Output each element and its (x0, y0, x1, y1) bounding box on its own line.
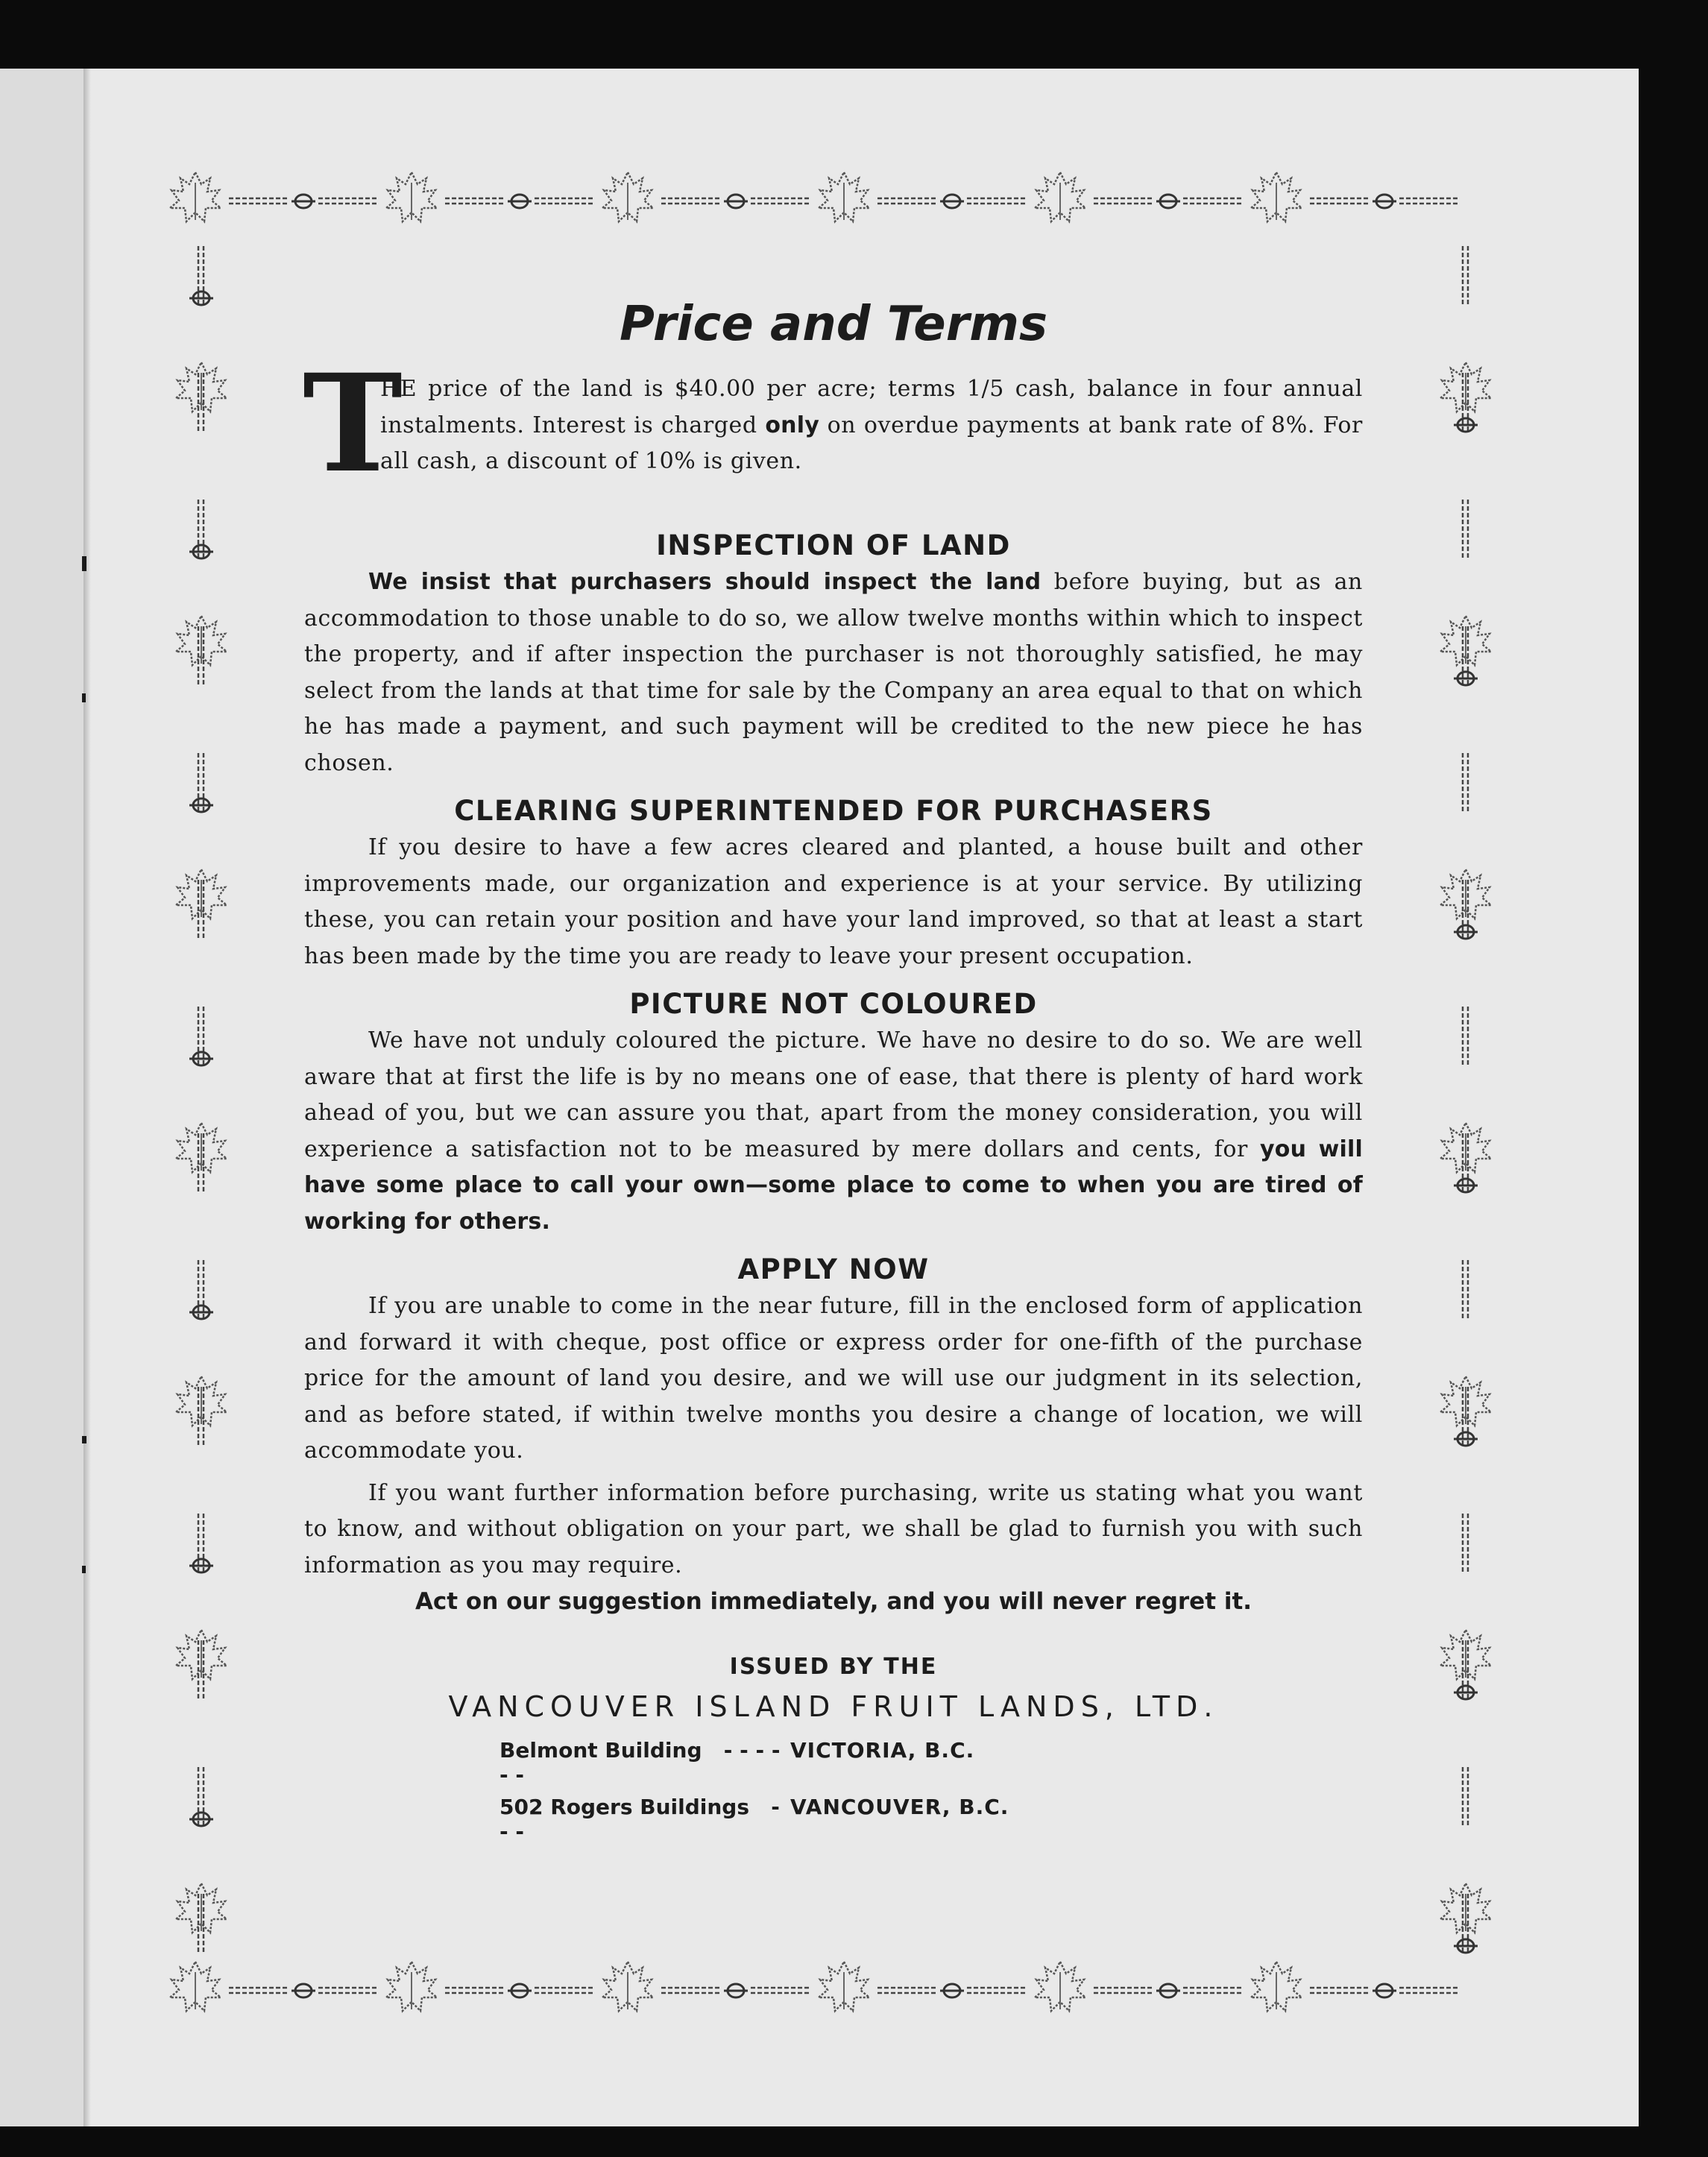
border-dash (318, 1988, 378, 1993)
border-dash (1094, 198, 1153, 204)
border-dash (877, 198, 937, 204)
border-dash (198, 753, 204, 813)
border-dash (751, 1988, 810, 1993)
border-dash (1463, 753, 1468, 813)
page-title: Price and Terms (619, 297, 1048, 352)
border-leaf (1251, 172, 1302, 221)
border-diamond (189, 1559, 213, 1572)
border-dash (751, 198, 810, 204)
border-diamond (292, 1984, 315, 1997)
border-diamond (508, 195, 532, 208)
border-dash (1463, 1260, 1468, 1320)
page-content (304, 297, 1363, 1844)
drop-cap: T (303, 345, 403, 503)
border-diamond (1156, 195, 1180, 208)
heading-picture: PICTURE NOT COLOURED (629, 988, 1038, 1020)
closing-line: Act on our suggestion immediately, and you will never regret it. (415, 1588, 1252, 1615)
border-leaf (819, 1962, 869, 2011)
border-diamond (292, 195, 315, 208)
address-building: 502 Rogers Buildings - - - (500, 1795, 780, 1844)
paragraph-inspection (304, 564, 1363, 781)
border-leaf (386, 1962, 437, 2011)
border-dash (198, 1514, 204, 1573)
border-dash (198, 1767, 204, 1827)
border-diamond (1454, 1179, 1478, 1192)
heading-apply: APPLY NOW (737, 1253, 930, 1285)
border-dash (661, 1988, 721, 1993)
border-dash (1463, 1767, 1468, 1827)
border-diamond (724, 1984, 748, 1997)
border-diamond (1454, 672, 1478, 685)
border-dash (535, 1988, 594, 1993)
intro-text-2: on overdue payments at bank rate of 8%. For all cash, a discount of 10% is given. (380, 412, 1363, 474)
address-building: Belmont Building - - - - - - (500, 1738, 781, 1787)
border-diamond (189, 292, 213, 305)
border-leaf (176, 1630, 227, 1679)
border-dash (1399, 1988, 1459, 1993)
border-diamond (1454, 418, 1478, 432)
border-dash (535, 198, 594, 204)
border-dash (661, 198, 721, 204)
border-leaf (176, 869, 227, 919)
border-dash (198, 246, 204, 306)
border-dash (198, 500, 204, 559)
company-name: VANCOUVER ISLAND FRUIT LANDS, LTD. (448, 1690, 1219, 1723)
border-dash (1463, 1514, 1468, 1573)
address-victoria (304, 1738, 1363, 1787)
border-leaf (1440, 1883, 1491, 1933)
border-dash (1310, 1988, 1370, 1993)
border-leaf (602, 1962, 653, 2011)
paragraph-clearing: If you desire to have a few acres cleared and planted, a house built and other improvements made, our organization and experience is at your service. By utilizing these, you can retain your position and have your land improved, so that at least a start has been made by the time you are ready to leave your present occupation. (304, 834, 1363, 969)
border-diamond (1373, 195, 1396, 208)
facing-page-edge (0, 69, 83, 2126)
page-fold-shadow (83, 69, 91, 2126)
border-leaf (1440, 1123, 1491, 1172)
inspection-bold-lead: We insist that purchasers should inspect the land (368, 569, 1041, 595)
border-leaf (170, 172, 221, 221)
border-leaf (176, 1376, 227, 1426)
border-dash (1310, 198, 1370, 204)
border-diamond (189, 1052, 213, 1065)
border-dash (318, 198, 378, 204)
address-vancouver (304, 1795, 1363, 1844)
intro-paragraph (303, 345, 1363, 516)
paragraph-apply: If you are unable to come in the near future, fill in the enclosed form of application and forward it with cheque, post office or express order for one-fifth of the purchase price for the amount of land you desire, and we will use our judgment in its selection, and as before stated, if within twelve months you desire a change of location, we will accommodate you. (304, 1293, 1363, 1464)
border-diamond (1373, 1984, 1396, 1997)
border-dash (445, 1988, 505, 1993)
border-dash (967, 198, 1027, 204)
border-leaf (176, 616, 227, 665)
border-leaf (1440, 1630, 1491, 1679)
border-leaf (819, 172, 869, 221)
border-diamond (1156, 1984, 1180, 1997)
border-leaf (1251, 1962, 1302, 2011)
border-dash (877, 1988, 937, 1993)
border-diamond (189, 799, 213, 812)
border-diamond (724, 195, 748, 208)
border-leaf (176, 1123, 227, 1172)
border-leaf (602, 172, 653, 221)
border-dash (1463, 500, 1468, 559)
border-leaf (1440, 362, 1491, 412)
border-leaf (170, 1962, 221, 2011)
border-leaf (1440, 869, 1491, 919)
border-dash (1094, 1988, 1153, 1993)
issued-by: ISSUED BY THE (729, 1654, 938, 1680)
border-dash (1463, 246, 1468, 306)
border-diamond (189, 545, 213, 558)
border-leaf (1035, 1962, 1085, 2011)
address-city: VICTORIA, B.C. (790, 1738, 975, 1763)
border-dash (198, 1260, 204, 1320)
border-dash (229, 1988, 289, 1993)
border-dash (1183, 198, 1243, 204)
border-leaf (176, 1883, 227, 1933)
picture-text: We have not unduly coloured the picture. We have no desire to do so. We are well aware that at first the life is by no means one of ease, that there is plenty of hard work ahead of you, but we can assure you that, apart from the money consideration, you will experience a satisfaction not to be measured by mere dollars and cents, for (304, 1027, 1363, 1162)
border-leaf (1440, 1376, 1491, 1426)
border-diamond (508, 1984, 532, 1997)
border-diamond (189, 1813, 213, 1826)
border-dash (198, 1007, 204, 1066)
picture-bold-tail: you will have some place to call your own—some place to come to when you are tired of working for others. (304, 1136, 1363, 1235)
border-diamond (940, 1984, 964, 1997)
address-city: VANCOUVER, B.C. (790, 1795, 1009, 1819)
border-leaf (386, 172, 437, 221)
intro-text-bold: only (765, 412, 819, 438)
border-dash (1183, 1988, 1243, 1993)
border-diamond (1454, 925, 1478, 939)
border-leaf (1035, 172, 1085, 221)
border-dash (1399, 198, 1459, 204)
border-leaf (176, 362, 227, 412)
border-diamond (1454, 1939, 1478, 1953)
border-dash (967, 1988, 1027, 1993)
inspection-text: before buying, but as an accommodation to those unable to do so, we allow twelve months within which to inspect the property, and if after inspection the purchaser is not thoroughly satisfied, he may select from the lands at that time for sale by the Company an area equal to that on which he has made a payment, and such payment will be credited to the new piece he has chosen. (304, 569, 1363, 776)
border-diamond (1454, 1686, 1478, 1699)
border-diamond (940, 195, 964, 208)
border-dash (445, 198, 505, 204)
border-diamond (1454, 1432, 1478, 1446)
heading-inspection: INSPECTION OF LAND (656, 529, 1011, 561)
border-leaf (1440, 616, 1491, 665)
border-dash (229, 198, 289, 204)
heading-clearing: CLEARING SUPERINTENDED FOR PURCHASERS (454, 795, 1213, 827)
border-dash (1463, 1007, 1468, 1066)
paragraph-picture (304, 1023, 1363, 1240)
intro-text-1: HE price of the land is $40.00 per acre; terms 1/5 cash, balance in four annual instalments. Interest is charged (380, 376, 1363, 438)
border-diamond (189, 1306, 213, 1319)
paragraph-apply-2: If you want further information before purchasing, write us stating what you want to know, and without obligation on your part, we shall be glad to furnish you with such information as you may require. (304, 1479, 1363, 1578)
